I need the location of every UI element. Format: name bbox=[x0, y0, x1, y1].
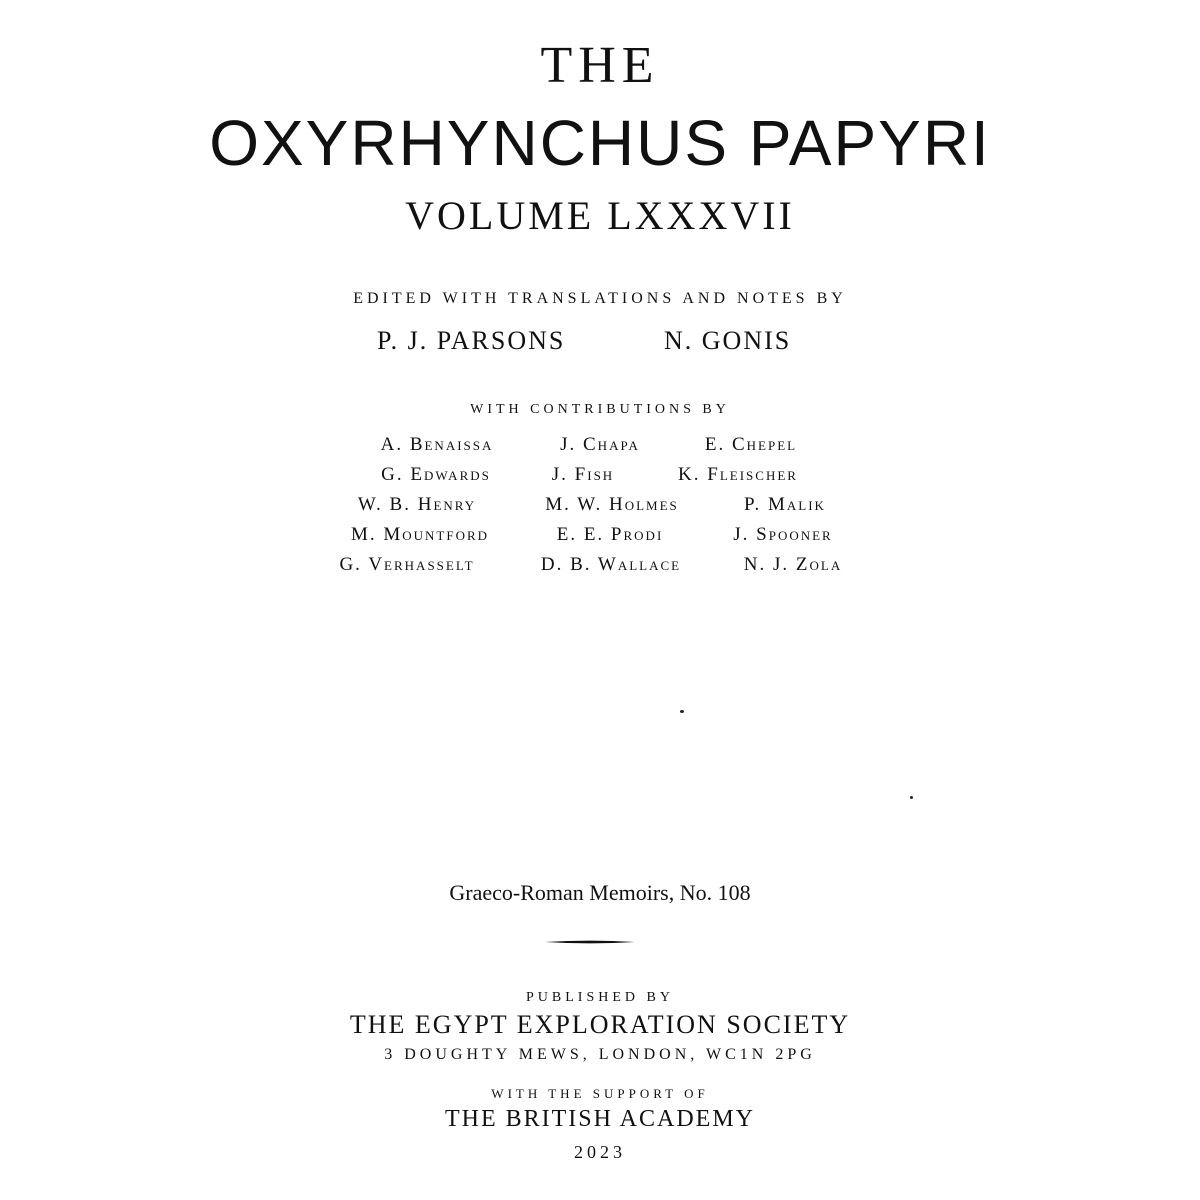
contributor-name: J. Fish bbox=[551, 464, 615, 485]
publisher-name: THE EGYPT EXPLORATION SOCIETY bbox=[349, 1010, 851, 1039]
ornamental-rule bbox=[545, 940, 635, 944]
contributor-name: A. Benaissa bbox=[380, 434, 494, 455]
publication-year: 2023 bbox=[574, 1142, 626, 1162]
editors-row bbox=[0, 326, 1200, 356]
contributor-name: G. Edwards bbox=[381, 464, 491, 485]
series-title: OXYRHYNCHUS PAPYRI bbox=[209, 107, 991, 179]
contributor-name: P. Malik bbox=[744, 494, 826, 515]
contributor-name: J. Spooner bbox=[733, 524, 833, 545]
contributor-name: D. B. Wallace bbox=[540, 554, 682, 575]
contributors-list bbox=[0, 434, 1200, 584]
contributor-name: W. B. Henry bbox=[357, 494, 477, 515]
edited-by-heading: EDITED WITH TRANSLATIONS AND NOTES BY bbox=[353, 290, 847, 307]
print-speck bbox=[910, 796, 913, 799]
contributor-name: E. E. Prodi bbox=[556, 524, 664, 545]
print-speck bbox=[680, 710, 684, 713]
editor-name: P. J. PARSONS bbox=[377, 326, 566, 355]
published-by-heading: PUBLISHED BY bbox=[526, 990, 674, 1005]
title-article: THE bbox=[540, 37, 660, 94]
contributor-name: M. Mountford bbox=[350, 524, 490, 545]
publisher-address: 3 DOUGHTY MEWS, LONDON, WC1N 2PG bbox=[384, 1046, 816, 1063]
series-memoirs-number: Graeco-Roman Memoirs, No. 108 bbox=[449, 880, 751, 905]
contributions-heading: WITH CONTRIBUTIONS BY bbox=[470, 402, 730, 417]
contributor-name: J. Chapa bbox=[560, 434, 640, 455]
contributor-name: M. W. Holmes bbox=[545, 494, 679, 515]
editor-name: N. GONIS bbox=[664, 326, 792, 355]
contributor-name: N. J. Zola bbox=[743, 554, 843, 575]
contributor-name: K. Fleischer bbox=[678, 464, 798, 485]
contributor-name: G. Verhasselt bbox=[339, 554, 475, 575]
contributor-name: E. Chepel bbox=[704, 434, 798, 455]
sponsor-name: THE BRITISH ACADEMY bbox=[444, 1106, 755, 1132]
volume-number: VOLUME LXXXVII bbox=[405, 193, 795, 238]
support-heading: WITH THE SUPPORT OF bbox=[491, 1086, 709, 1101]
